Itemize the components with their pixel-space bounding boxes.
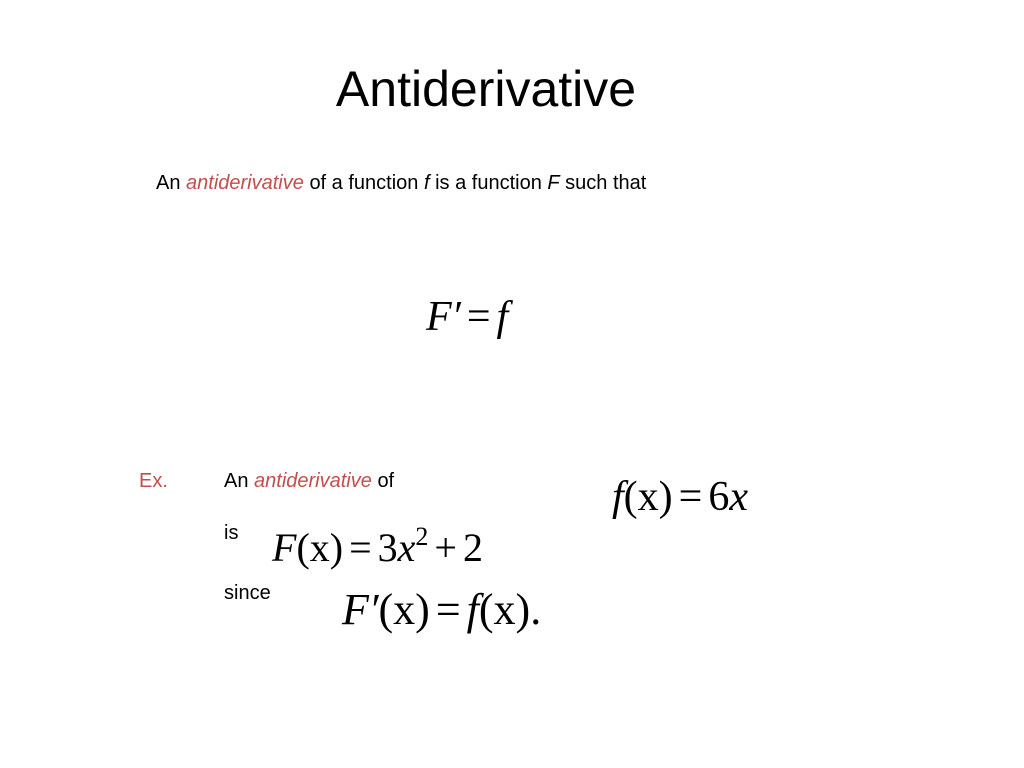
definition-middle2: is a function (435, 172, 542, 194)
slide-title: Antiderivative (335, 61, 637, 117)
example-F-name: F (272, 525, 297, 570)
example-f-eq: = (678, 474, 703, 520)
example-F-plus: + (434, 525, 457, 570)
example-F-var: x (397, 525, 416, 570)
example-F-equation (272, 522, 483, 570)
definition-text (156, 171, 646, 195)
example-f-coef: 6 (708, 474, 730, 520)
example-Fprime-rhs-arg: (x). (478, 585, 542, 634)
example-intro (224, 470, 394, 493)
example-F-const: 2 (462, 525, 483, 570)
definition-f: f (423, 172, 430, 194)
definition-tail: such that (565, 172, 647, 194)
main-equation (426, 296, 508, 338)
example-f-equation (612, 476, 748, 518)
example-f-var: x (729, 474, 748, 520)
main-equation-lhs: F′ (426, 294, 461, 340)
example-f-arg: (x) (623, 474, 673, 520)
definition-middle: of a function (309, 172, 419, 194)
example-intro-tail: of (377, 470, 395, 492)
example-F-arg: (x) (296, 525, 344, 570)
example-Fprime-eq: = (435, 585, 461, 634)
definition-F: F (547, 172, 560, 194)
example-Fprime-lhs: F′ (342, 585, 379, 634)
main-equation-eq: = (466, 294, 491, 340)
example-f-name: f (612, 474, 624, 520)
example-is-label: is (224, 522, 239, 544)
example-since-label: since (224, 582, 271, 604)
example-label: Ex. (139, 470, 168, 492)
example-F-eq: = (349, 525, 372, 570)
example-Fprime-rhs: f (466, 585, 479, 634)
example-F-exponent: 2 (415, 522, 429, 551)
example-Fprime-equation (342, 585, 542, 634)
main-equation-rhs: f (496, 294, 509, 340)
example-F-coef: 3 (377, 525, 398, 570)
definition-lead: An (156, 172, 181, 194)
example-intro-lead: An (224, 470, 249, 492)
definition-term: antiderivative (186, 172, 304, 194)
example-intro-term: antiderivative (254, 470, 372, 492)
example-Fprime-arg: (x) (378, 585, 430, 634)
